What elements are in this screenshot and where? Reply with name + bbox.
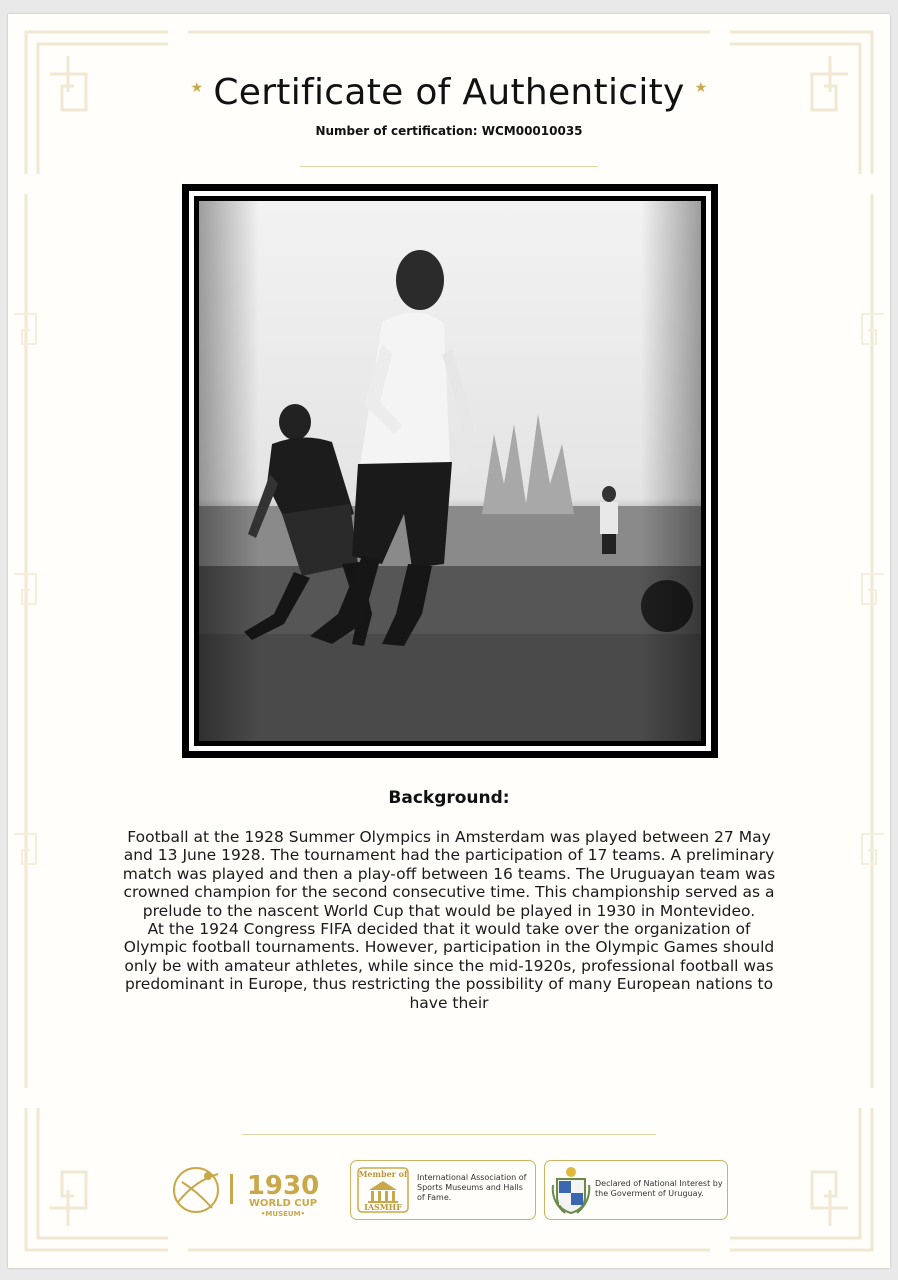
background-paragraph: Football at the 1928 Summer Olympics in Amsterdam was played between 27 May and 13 June 1928. The tournament had the participation of 17 teams. A preliminary match was played and then a play-off between 16 teams. The Uruguayan team was crowned champion for the second consecutive time. This championship served as a prelude to the nascent World Cup that would be played in 1930 in Montevideo.	[122, 828, 776, 920]
background-text	[118, 828, 780, 1012]
museum-logo-line2: •MUSEUM•	[260, 1210, 306, 1218]
iasmhf-acronym: IASMHF	[364, 1202, 402, 1212]
museum-logo-year: 1930	[246, 1171, 320, 1201]
iasmhf-seal-icon	[355, 1162, 411, 1218]
background-heading: Background:	[388, 788, 510, 808]
certification-number: Number of certification: WCM00010035	[315, 124, 583, 138]
uruguay-text: Declared of National Interest by the Goverment of Uruguay.	[595, 1179, 723, 1198]
certificate-sheet	[8, 14, 890, 1268]
vintage-football-photo	[182, 184, 718, 758]
museum-logo-line1: WORLD CUP	[248, 1198, 318, 1209]
divider	[300, 166, 598, 167]
iasmhf-badge	[350, 1160, 536, 1220]
certificate-title-text: Certificate of Authenticity	[213, 72, 685, 113]
background-paragraph: At the 1924 Congress FIFA decided that it would take over the organization of Olympic football tournaments. However, participation in the Olympic Games should only be with amateur athletes, while since the mid-1920s, professional football was predominant in Europe, thus restricting the possibility of many European nations to have their	[123, 920, 775, 1012]
uruguay-coat-of-arms-icon	[551, 1165, 591, 1215]
museum-logo	[168, 1162, 328, 1218]
uruguay-badge	[544, 1160, 728, 1220]
divider	[242, 1134, 656, 1135]
certificate-title	[8, 72, 890, 113]
iasmhf-text: International Association of Sports Museums and Halls of Fame.	[417, 1173, 527, 1202]
iasmhf-member-label: Member of	[358, 1169, 408, 1179]
star-icon: ★	[694, 80, 708, 96]
star-icon: ★	[190, 80, 204, 96]
